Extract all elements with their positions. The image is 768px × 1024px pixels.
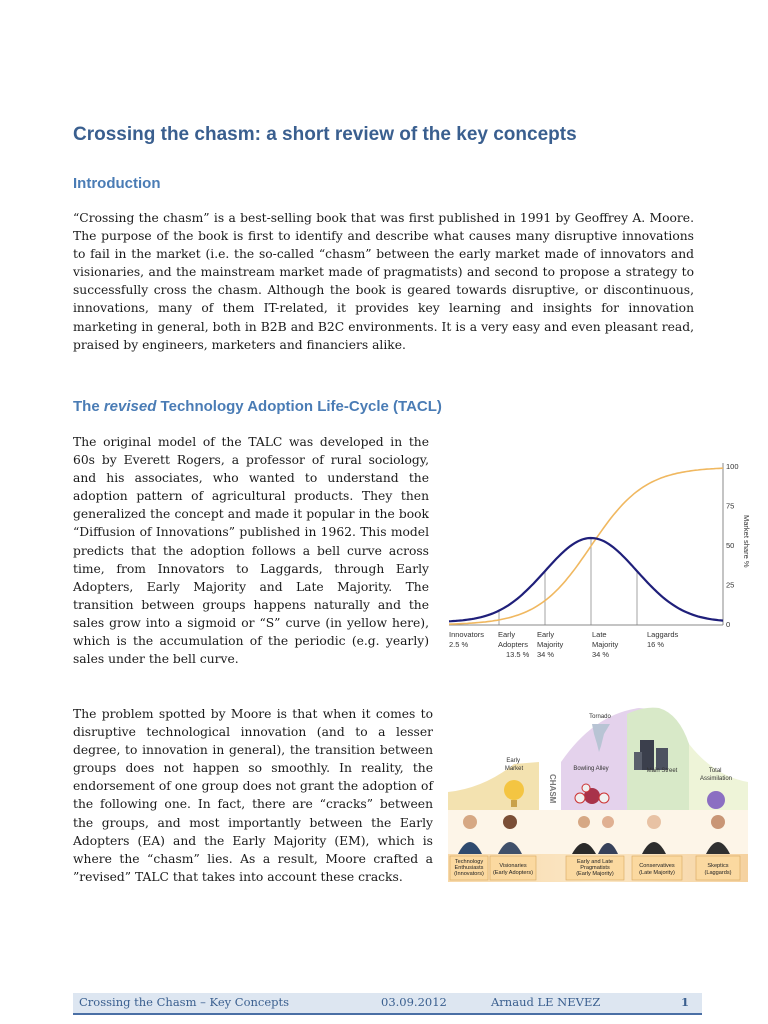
footer-title: Crossing the Chasm – Key Concepts [79, 995, 290, 1009]
segment-innovators: Technology Enthusiasts (Innovators) [454, 859, 484, 877]
y-tick-labels [726, 462, 739, 629]
group-label-late-majority: Late Majority 34 % [592, 630, 619, 659]
early-market-shape [448, 762, 539, 810]
chasm-paragraph: The problem spotted by Moore is that when it comes to disruptive technological innovation (and to a lesser degree, to innovation in general), the transition between groups does not happen so smoothly. In reality, the endorsement of one group does not grant the adoption of the following one. In fact, there are “cracks” between the groups, and most importantly between the Early Adopters (EA) and the Early Majority (EM), which is where the “chasm” lies. As a result, Moore crafted a ”revised” TALC that takes into account these cracks. [73, 707, 433, 884]
group-label-laggards: Laggards 16 % [647, 630, 679, 649]
y-tick-label: 25 [726, 580, 735, 590]
y-axis-label: Market share % [742, 515, 751, 568]
segment-laggards: Skeptics (Laggards) [704, 863, 732, 876]
group-labels [449, 630, 679, 659]
footer-date: 03.09.2012 [381, 995, 447, 1009]
tacl-paragraph: The original model of the TALC was developed in the 60s by Everett Rogers, a professor of rural sociology, and his associates, who wanted to understand the adoption pattern of agricultural products. They then generalized the concept and made it popular in the book “Diffusion of Innovations” published in 1962. This model predicts that the adoption follows a bell curve across time, from Innovators to Laggards, through Early Adopters, Early Majority and Late Majority. The transition between groups happens naturally and the sales grow into a sigmoid or “S” curve (in yellow here), which is the accumulation of the periodic (e.g. yearly) sales under the bell curve. [73, 435, 429, 667]
adoption-bell-curve [449, 538, 723, 621]
main-street-label: Main Street [646, 768, 678, 774]
footer-author: Arnaud LE NEVEZ [491, 995, 601, 1009]
chasm-label: CHASM [548, 774, 557, 804]
intro-heading: Introduction [73, 175, 161, 192]
group-label-early-adopters: Early Adopters 13.5 % [498, 630, 530, 659]
y-tick-label: 0 [726, 620, 731, 629]
people-band [448, 810, 748, 860]
total-assimilation-label: Total Assimilation [699, 768, 733, 782]
chasm-figure [444, 704, 750, 884]
group-label-innovators: Innovators 2.5 % [449, 630, 485, 649]
page-title: Crossing the chasm: a short review of the key concepts [73, 124, 577, 145]
y-tick-label: 100 [726, 462, 739, 471]
globe-icon [707, 791, 725, 809]
y-tick-label: 75 [726, 501, 735, 511]
cumulative-s-curve [449, 468, 723, 624]
footer-page-number: 1 [681, 995, 690, 1009]
segment-early-adopters: Visionaries (Early Adopters) [492, 863, 534, 876]
segment-late-majority: Conservatives (Late Majority) [639, 863, 675, 876]
y-tick-label: 50 [726, 541, 735, 550]
talc-chart [445, 455, 768, 670]
group-label-early-majority: Early Majority 34 % [537, 630, 564, 659]
intro-paragraph: “Crossing the chasm” is a best-selling book that was first published in 1991 by Geoffrey A. Moore. The purpose of the book is first to identify and describe what causes many disruptive innovations to fail in the market (i.e. the so-called “chasm” between the early market made of innovators and visionaries, and the mainstream market made of pragmatists) and second to propose a strategy to successfully cross the chasm. Although the book is geared towards disruptive, or discontinuous, innovations, many of them IT-related, it provides key learning and insights for innovation marketing in general, both in B2B and B2C environments. It is a very easy and even pleasant read, praised by engineers, marketers and financiers alike. [73, 211, 694, 352]
tacl-heading: The revised Technology Adoption Life-Cycle (TACL) [73, 398, 442, 415]
segment-boxes [450, 856, 740, 880]
tornado-label: Tornado [589, 714, 611, 720]
page-footer [73, 993, 702, 1015]
bowling-alley-label: Bowling Alley [573, 766, 609, 772]
segment-early-majority: Early and Late Pragmatists (Early Majority) [576, 859, 614, 877]
lightbulb-icon [504, 780, 524, 800]
early-market-label: Early Market [504, 758, 524, 772]
